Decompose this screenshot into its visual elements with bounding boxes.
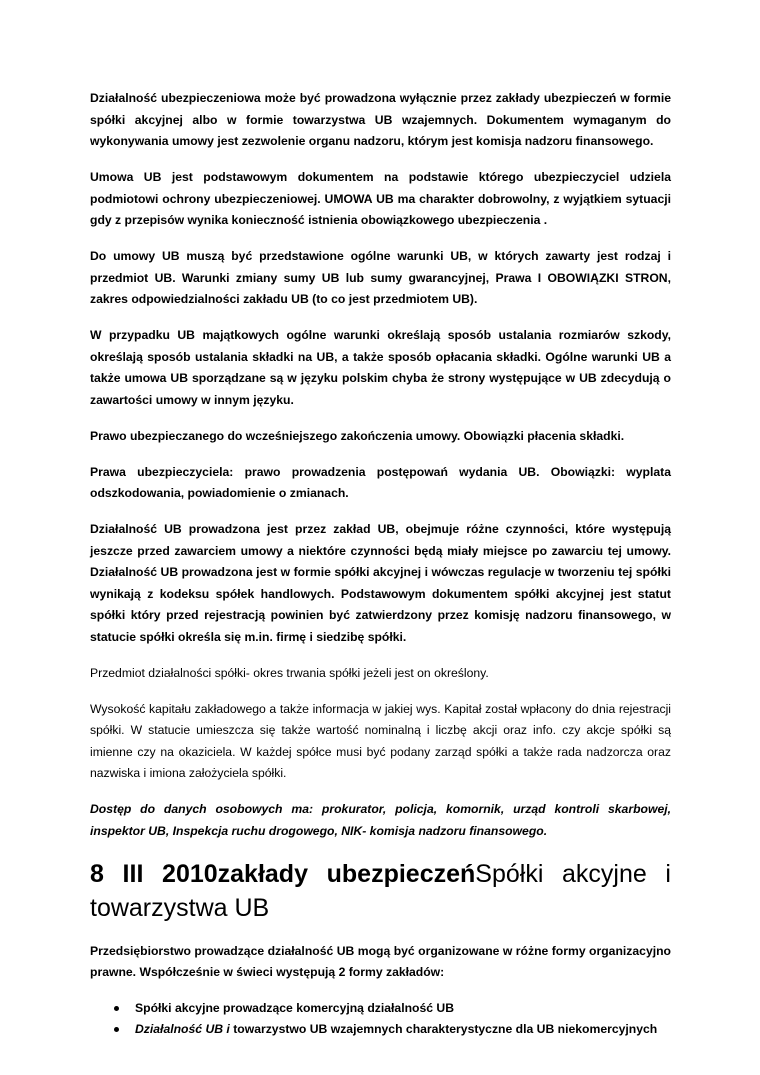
bullet-list xyxy=(90,998,671,1040)
paragraph-insurance-activity: Działalność ubezpieczeniowa może być prowadzona wyłącznie przez zakłady ubezpieczeń w formie spółki akcyjnej albo w formie towarzystwa UB wzajemnych. Dokumentem wymaganym do wykonywania umowy jest zezwolenie organu nadzoru, którym jest komisja nadzoru finansowego. xyxy=(90,91,671,148)
heading-bold-part: 8 III 2010zakłady ubezpieczeń xyxy=(90,859,476,888)
paragraph-insurance-contract: Umowa UB jest podstawowym dokumentem na podstawie którego ubezpieczyciel udziela podmiotowi ochrony ubezpieczeniowej. UMOWA UB ma charakter dobrowolny, z wyjątkiem sytuacji gdy z przepisów wynika konieczność istnienia obowiązkowego ubezpieczenia . xyxy=(90,170,671,227)
paragraph-general-terms: Do umowy UB muszą być przedstawione ogólne warunki UB, w których zawarty jest rodzaj i przedmiot UB. Warunki zmiany sumy UB lub sumy gwarancyjnej, Prawa I OBOWIĄZKI STRON, zakres odpowiedzialności zakładu UB (to co jest przedmiotem UB). xyxy=(90,249,671,306)
paragraph-company-activity: Działalność UB prowadzona jest przez zakład UB, obejmuje różne czynności, które występują jeszcze przed zawarciem umowy a niektóre czynności będą miały miejsce po zawarciu tej umowy. Działalność UB prowadzona jest w formie spółki akcyjnej i wówczas regulacje w tworzeniu tej spółki wynikają z kodeksu spółek handlowych. Podstawowym dokumentem spółki akcyjnej jest statut spółki który przed rejestracją powinien być zatwierdzony przez komisję nadzoru finansowego, w statucie spółki określa się m.in. firmę i siedzibę spółki. xyxy=(90,522,671,644)
paragraph-intro: Przedsiębiorstwo prowadzące działalność UB mogą być organizowane w różne formy organizacyjno prawne. Współcześnie w świeci występują 2 formy zakładów: xyxy=(90,943,671,979)
bullet-icon xyxy=(114,1027,119,1032)
paragraph-share-capital: Wysokość kapitału zakładowego a także informacja w jakiej wys. Kapitał został wpłacony do dnia rejestracji spółki. W statucie umieszcza się także wartość nominalną i liczbę akcji oraz info. czy akcje spółki są imienne czy na okaziciela. W każdej spółce musi być podany zarząd spółki a także rada nadzorcza oraz nazwiska i imiona założyciela spółki. xyxy=(90,701,671,780)
list-item xyxy=(90,998,671,1019)
paragraph-insurer-rights: Prawa ubezpieczyciela: prawo prowadzenia postępowań wydania UB. Obowiązki: wyplata odszkodowania, powiadomienie o zmianach. xyxy=(90,464,671,500)
section-heading xyxy=(90,857,671,925)
bullet-icon xyxy=(114,1006,119,1011)
document-page xyxy=(90,88,671,1040)
list-item xyxy=(90,1019,671,1040)
list-item-text: towarzystwo UB wzajemnych charakterystyczne dla UB niekomercyjnych xyxy=(229,1022,658,1036)
paragraph-company-object: Przedmiot działalności spółki- okres trwania spółki jeżeli jest on określony. xyxy=(90,665,489,680)
heading-normal-part: Spółki akcyjne i towarzystwa UB xyxy=(90,859,671,922)
list-item-italic-text: Działalność UB i xyxy=(135,1022,230,1036)
paragraph-insured-rights: Prawo ubezpieczanego do wcześniejszego zakończenia umowy. Obowiązki płacenia składki. xyxy=(90,428,625,443)
paragraph-data-access: Dostęp do danych osobowych ma: prokurator, policja, komornik, urząd kontroli skarbowej, inspektor UB, Inspekcja ruchu drogowego, NIK- komisja nadzoru finansowego. xyxy=(90,802,671,838)
paragraph-property-insurance: W przypadku UB majątkowych ogólne warunki określają sposób ustalania rozmiarów szkody, określają sposób ustalania składki na UB, a także sposób opłacania składki. Ogólne warunki UB a także umowa UB sporządzane są w języku polskim chyba że strony występujące w UB zdecydują o zawartości umowy w innym języku. xyxy=(90,328,671,407)
list-item-text: Spółki akcyjne prowadzące komercyjną działalność UB xyxy=(135,1001,455,1015)
